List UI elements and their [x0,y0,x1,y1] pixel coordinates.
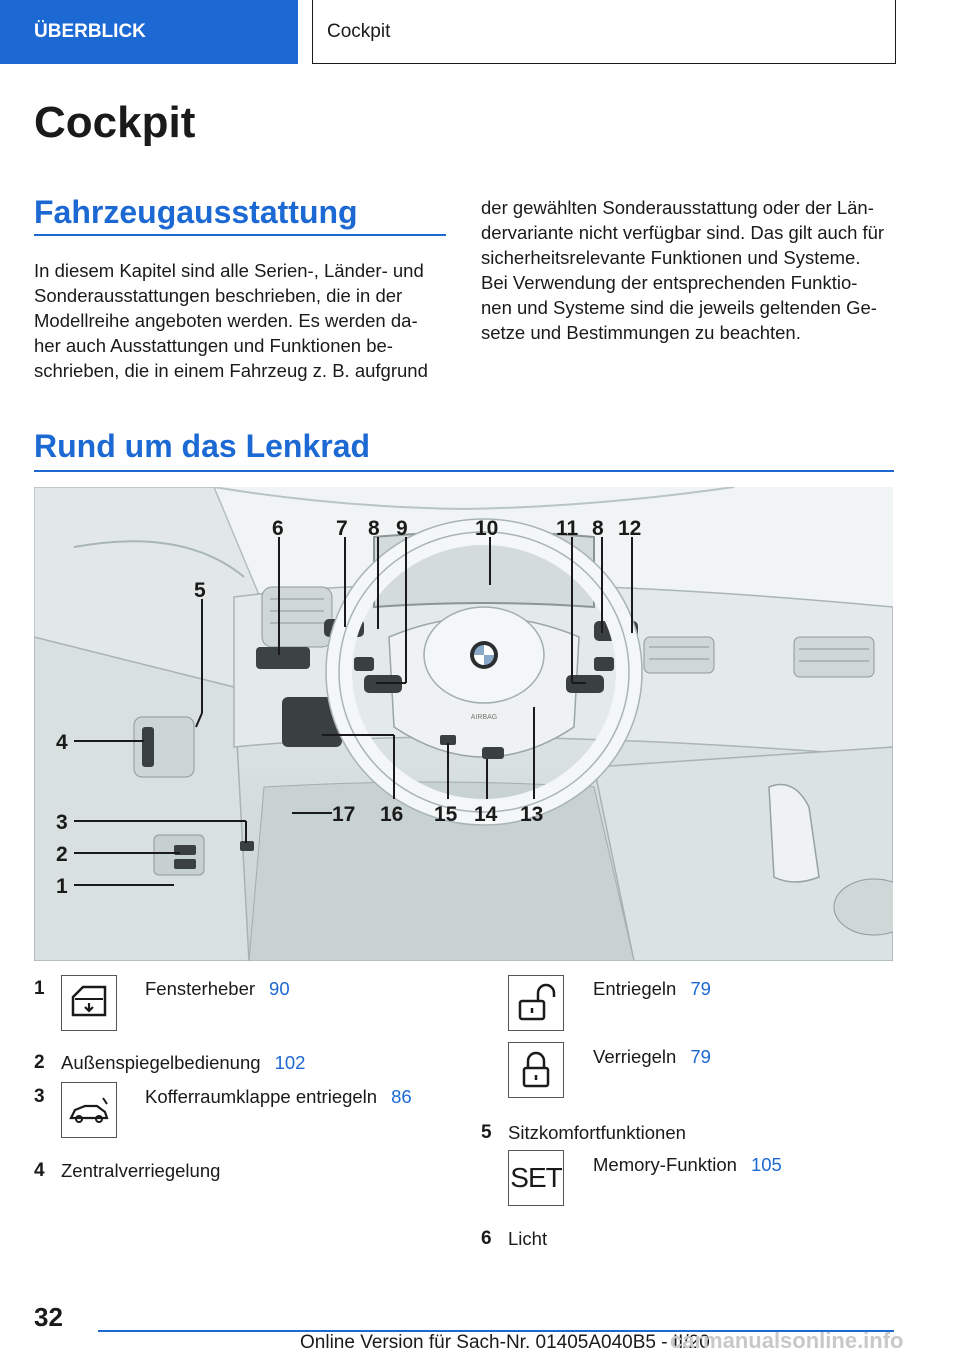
trunk-release-icon [61,1082,117,1138]
legend-number-4: 4 [34,1160,45,1181]
intro-text-column-1: In diesem Kapitel sind alle Serien-, Länder- und Sonderausstattungen beschrieben, die in der Modellreihe angeboten werden. Es werden da- her auch Ausstattungen und Funktionen be- schrieben, die in einem Fahrzeug z. B. aufgrund [34,260,428,381]
callout-4: 4 [56,731,68,754]
memory-set-icon [508,1150,564,1206]
legend-number-6: 6 [481,1228,492,1249]
callout-15: 15 [434,803,458,826]
callout-16: 16 [380,803,404,826]
lock-icon [508,1042,564,1098]
callout-2: 2 [56,843,68,866]
legend-item-aussenspiegel: Außenspiegelbedienung 102 [61,1052,306,1073]
intro-text-column-2: der gewählten Sonderausstattung oder der Län- dervariante nicht verfügbar sind. Das gilt auch für sicherheitsrelevante Funktionen und Systeme. Bei Verwendung der entsprechenden Funktio- nen und Systeme sind die jeweils geltenden Ge- setze und Bestimmungen zu beachten. [481,197,885,343]
legend-number-3: 3 [34,1086,45,1107]
callout-5: 5 [194,579,206,602]
section-heading-lenkrad: Rund um das Lenkrad [34,428,371,464]
callout-8: 8 [368,517,380,540]
page-ref-102[interactable]: 102 [274,1052,306,1073]
legend-number-1: 1 [34,978,45,999]
callout-1: 1 [56,875,68,898]
page-ref-105[interactable]: 105 [750,1154,782,1175]
callout-6: 6 [272,517,284,540]
page-ref-79-lock[interactable]: 79 [690,1046,711,1067]
legend-item-kofferraum: Kofferraumklappe entriegeln 86 [145,1086,412,1107]
section-rule [34,470,894,472]
legend-item-sitzkomfort: Sitzkomfortfunktionen [508,1122,686,1143]
callout-7: 7 [336,517,348,540]
callout-9: 9 [396,517,408,540]
page-ref-90[interactable]: 90 [269,978,290,999]
section-heading-fahrzeugausstattung: Fahrzeugausstattung [34,194,358,230]
page-ref-86[interactable]: 86 [391,1086,412,1107]
callout-8b: 8 [592,517,604,540]
header-section-tab: ÜBERBLICK [0,0,298,64]
window-lifter-icon [61,975,117,1031]
legend-item-zentralverriegelung: Zentralverriegelung [61,1160,221,1181]
legend-item-memory: Memory-Funktion 105 [593,1154,782,1175]
callout-11: 11 [556,517,579,540]
set-icon-text: SET [510,1162,562,1193]
callout-17: 17 [332,803,356,826]
legend-item-licht: Licht [508,1228,548,1249]
legend-number-2: 2 [34,1052,45,1073]
watermark: carmanualsonline.info [670,1328,904,1353]
legend-item-verriegeln: Verriegeln 79 [593,1046,711,1067]
page-ref-79-unlock[interactable]: 79 [690,978,711,999]
airbag-label: AIRBAG [470,714,498,721]
legend-item-fensterheber: Fensterheber 90 [145,978,290,999]
legend-number-5: 5 [481,1122,492,1143]
callout-14: 14 [474,803,498,826]
callout-3: 3 [56,811,68,834]
page-number: 32 [34,1302,63,1332]
unlock-icon [508,975,564,1031]
legend-item-entriegeln: Entriegeln 79 [593,978,711,999]
footer-version-text: Online Version für Sach-Nr. 01405A040B5 - II/20 [300,1332,710,1353]
header-chapter-title: Cockpit [312,0,896,64]
callout-10: 10 [475,517,499,540]
page-title: Cockpit [34,98,196,147]
callout-12: 12 [618,517,642,540]
cockpit-illustration [34,487,893,961]
callout-13: 13 [520,803,544,826]
section-rule [34,234,446,236]
